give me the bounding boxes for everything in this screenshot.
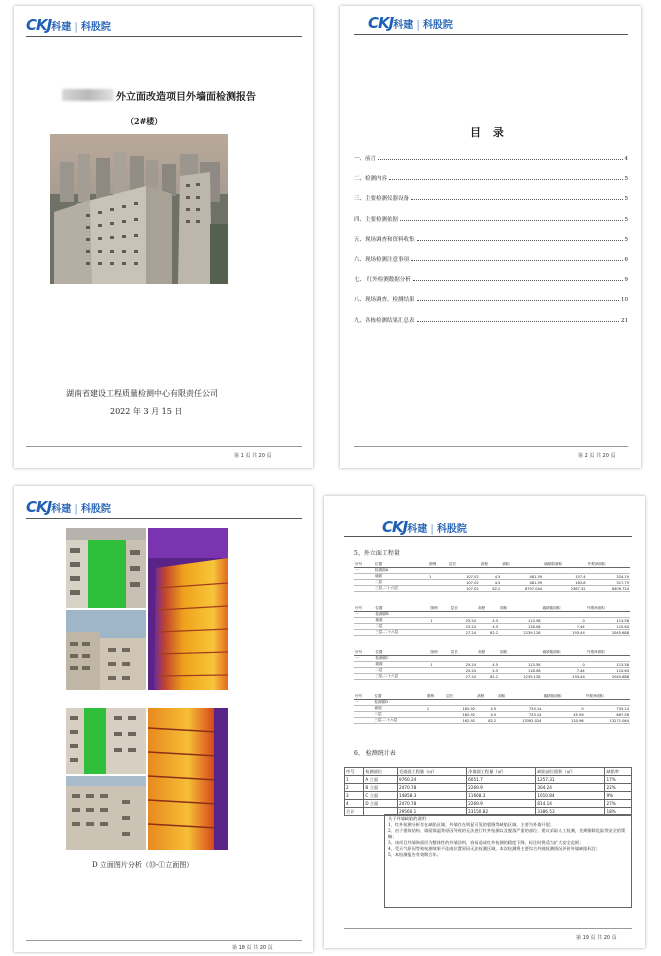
table-cell: 27.24 bbox=[450, 630, 477, 636]
table-header-cell: 墙缺陷面积 bbox=[542, 694, 584, 700]
table-cell: 4.5 bbox=[477, 618, 499, 624]
toc-entry-label: 四、主要检测依据 bbox=[354, 216, 399, 223]
note-line: 1、红外检测分析存在缺陷区域，外墙存在明显可见的裂缝等缺陷区域，主要为外墙开裂； bbox=[388, 822, 554, 827]
table-cell: 检测面D bbox=[373, 700, 426, 706]
section-heading-quantity: 5、外立面工程量 bbox=[354, 550, 400, 557]
table-row bbox=[354, 674, 630, 680]
toc-leader-dots bbox=[417, 300, 619, 301]
table-cell: 157.4 bbox=[543, 574, 586, 580]
toc-entry[interactable] bbox=[354, 152, 628, 162]
toc-leader-dots bbox=[413, 280, 623, 281]
table-cell: 4.5 bbox=[476, 712, 497, 718]
table-cell: 合计 bbox=[345, 808, 364, 816]
table-cell: 0 bbox=[542, 662, 586, 668]
table-cell: 82.2 bbox=[480, 586, 502, 592]
table-cell: 4.5 bbox=[477, 668, 499, 674]
section-heading-statistics: 6、 检测统计表 bbox=[354, 750, 396, 757]
table-row bbox=[345, 784, 632, 792]
table-header-cell: 高程 bbox=[477, 650, 499, 656]
table-cell: 120.96 bbox=[542, 718, 584, 724]
facade-photo-2 bbox=[66, 610, 146, 690]
toc-entry-page: 9 bbox=[624, 277, 628, 284]
statistics-table bbox=[344, 767, 632, 816]
table-header-cell: 层长 bbox=[450, 650, 477, 656]
table-cell: 193.44 bbox=[542, 674, 586, 680]
table-cell: 三层-二十六层 bbox=[373, 718, 426, 724]
logo-mark: CKJ bbox=[368, 14, 394, 32]
table-cell: 三层-二十六层 bbox=[374, 674, 429, 680]
table-cell: 4.5 bbox=[476, 706, 497, 712]
table-cell bbox=[354, 630, 374, 636]
company-logo: CKJ科建 | 科股院 bbox=[382, 518, 467, 536]
table-cell: 687.58 bbox=[585, 712, 630, 718]
table-cell: 162.92 bbox=[445, 712, 476, 718]
logo-brand: 科建 bbox=[407, 524, 428, 535]
toc-entry-page: 5 bbox=[624, 176, 628, 183]
toc-leader-dots bbox=[417, 240, 623, 241]
table-cell: 4.5 bbox=[477, 624, 499, 630]
toc-entry[interactable] bbox=[354, 192, 628, 202]
table-row bbox=[354, 718, 630, 724]
table-cell: 163.8 bbox=[543, 580, 586, 586]
table-cell: 324.19 bbox=[587, 574, 630, 580]
toc-leader-dots bbox=[400, 220, 622, 221]
table-cell: 2470.78 bbox=[397, 800, 466, 808]
table-cell: 1257.31 bbox=[536, 776, 605, 784]
quantity-table bbox=[354, 650, 630, 680]
table-cell: 4.5 bbox=[480, 580, 502, 586]
toc-title: 目 录 bbox=[470, 126, 508, 139]
table-cell: 三层-二十六层 bbox=[374, 586, 428, 592]
toc-leader-dots bbox=[411, 260, 622, 261]
table-cell bbox=[354, 674, 374, 680]
table-cell: 二层 bbox=[374, 580, 428, 586]
table-cell: 118.08 bbox=[499, 624, 541, 630]
table-cell: 162.92 bbox=[445, 706, 476, 712]
table-header-cell: 序号 bbox=[345, 768, 364, 776]
table-cell: 9% bbox=[605, 792, 632, 800]
table-cell: 107.02 bbox=[448, 574, 480, 580]
logo-brand-2: 科股院 bbox=[80, 22, 111, 33]
table-cell: 82.2 bbox=[477, 674, 499, 680]
table-cell: 墙面 bbox=[374, 574, 428, 580]
table-cell: 二层 bbox=[374, 668, 429, 674]
table-header-cell: 外观净面积 bbox=[586, 606, 630, 612]
toc-entry[interactable] bbox=[354, 314, 628, 324]
note-line: 关于外墙缺陷的说明： bbox=[388, 816, 430, 821]
table-cell: 118.08 bbox=[499, 668, 541, 674]
table-header-cell: 位置 bbox=[374, 650, 429, 656]
logo-mark: CKJ bbox=[26, 498, 52, 516]
toc-entry-page: 6 bbox=[624, 257, 628, 263]
logo-brand-2: 科股院 bbox=[422, 20, 453, 31]
table-cell: 107.02 bbox=[448, 580, 480, 586]
page-footer: 第 18 页 共 20 页 bbox=[232, 945, 273, 951]
table-header-cell: 净墙面工程量（㎡） bbox=[467, 768, 536, 776]
table-cell: 814.14 bbox=[536, 800, 605, 808]
logo-mark: CKJ bbox=[382, 518, 408, 536]
table-header-cell: 面积 bbox=[499, 650, 541, 656]
table-header-cell: 毛墙面工程量（㎡） bbox=[397, 768, 466, 776]
table-cell: 8797.044 bbox=[501, 586, 543, 592]
table-cell: 317.79 bbox=[587, 580, 630, 586]
toc-entry[interactable] bbox=[354, 172, 628, 182]
toc-entry-page: 5 bbox=[624, 196, 628, 203]
table-cell bbox=[354, 718, 373, 724]
toc-entry-label: 九、各栋检测结果汇总表 bbox=[354, 317, 415, 324]
table-cell: C 立面 bbox=[364, 792, 398, 800]
report-subtitle: （2#楼） bbox=[126, 116, 163, 126]
table-header-cell: 序号 bbox=[354, 650, 374, 656]
table-header-cell: 高程 bbox=[480, 562, 502, 568]
defect-notes bbox=[384, 814, 632, 908]
table-cell: 733.14 bbox=[497, 712, 542, 718]
table-header-cell: 序号 bbox=[354, 562, 374, 568]
toc-entry[interactable] bbox=[354, 233, 628, 243]
table-header-cell: 外观净面积 bbox=[586, 650, 630, 656]
table-cell: 113.58 bbox=[499, 618, 541, 624]
table-cell: 3386.53 bbox=[536, 808, 605, 816]
page-footer: 第 2 页 共 20 页 bbox=[578, 453, 616, 459]
toc-leader-dots bbox=[417, 321, 619, 322]
table-cell: 27.24 bbox=[450, 674, 477, 680]
table-header-cell: 墙缺陷面积 bbox=[542, 606, 586, 612]
table-cell: 17% bbox=[605, 776, 632, 784]
report-page-toc bbox=[340, 6, 641, 468]
logo-brand: 科建 bbox=[51, 504, 72, 515]
table-cell: 82.2 bbox=[477, 630, 499, 636]
toc-entry-label: 六、现场检测注意事项 bbox=[354, 257, 410, 263]
report-page-cover bbox=[14, 6, 313, 468]
table-cell: 13392.024 bbox=[497, 718, 542, 724]
table-cell: 107.02 bbox=[448, 586, 480, 592]
table-cell: 113.58 bbox=[586, 662, 630, 668]
logo-brand: 科建 bbox=[51, 22, 72, 33]
table-cell: 一 bbox=[354, 612, 374, 618]
table-cell bbox=[429, 674, 449, 680]
toc-leader-dots bbox=[411, 199, 622, 200]
table-cell: 三层-二十六层 bbox=[374, 630, 429, 636]
table-row bbox=[345, 800, 632, 808]
toc-leader-dots bbox=[378, 159, 622, 160]
table-header-cell: 层长 bbox=[445, 694, 476, 700]
table-cell: 481.59 bbox=[501, 580, 543, 586]
table-cell: 1 bbox=[426, 706, 445, 712]
table-cell: 113.58 bbox=[499, 662, 541, 668]
table-cell: 25.24 bbox=[450, 618, 477, 624]
table-cell: 29560.1 bbox=[397, 808, 466, 816]
table-cell: 733.14 bbox=[585, 706, 630, 712]
logo-brand: 科建 bbox=[393, 20, 414, 31]
table-cell: 0 bbox=[542, 706, 584, 712]
company-logo: CKJ科建 | 科股院 bbox=[368, 14, 453, 32]
table-header-cell: 层长 bbox=[448, 562, 480, 568]
table-cell: 23150.82 bbox=[467, 808, 536, 816]
logo-brand-2: 科股院 bbox=[80, 504, 111, 515]
toc-entry-label: 五、现场调查和资料收集 bbox=[354, 236, 415, 243]
report-date: 2022 年 3 月 15 日 bbox=[110, 407, 183, 416]
toc-entry-label: 三、主要检测仪器设备 bbox=[354, 196, 410, 203]
table-cell: 检测面C bbox=[374, 656, 429, 662]
table-row bbox=[354, 586, 630, 592]
table-cell: 82.2 bbox=[476, 718, 497, 724]
table-cell: 45.56 bbox=[542, 712, 584, 718]
toc-entry-page: 5 bbox=[624, 236, 628, 243]
table-cell: 6409.724 bbox=[587, 586, 630, 592]
note-line: 2、由于建筑结构、墙面保温等原因导致的无法进行红外检测以及脱落严重的部位，建议采取人工检测，先期排除危险等安全的策略； bbox=[388, 828, 626, 839]
toc-entry-label: 八、现场调查、检测结果 bbox=[354, 297, 415, 304]
table-cell: 2 bbox=[345, 784, 364, 792]
toc-entry-page: 21 bbox=[621, 317, 628, 324]
report-title: 外立面改造项目外墙面检测报告 bbox=[116, 92, 256, 103]
toc-entry-page: 5 bbox=[624, 216, 628, 223]
table-header-cell: 面积 bbox=[497, 694, 542, 700]
report-page-images bbox=[14, 486, 313, 952]
toc-entry-page: 10 bbox=[621, 297, 628, 304]
table-row bbox=[354, 630, 630, 636]
toc-entry-page: 4 bbox=[624, 156, 628, 162]
toc-entry[interactable] bbox=[354, 273, 628, 283]
table-cell: D 立面 bbox=[364, 800, 398, 808]
table-cell: 110.64 bbox=[586, 668, 630, 674]
table-header-cell: 高程 bbox=[476, 694, 497, 700]
table-cell: 481.59 bbox=[501, 574, 543, 580]
table-cell: 162.92 bbox=[445, 718, 476, 724]
table-cell: 一 bbox=[354, 700, 373, 706]
table-cell: 一 bbox=[354, 656, 374, 662]
toc-entry-label: 一、前言 bbox=[354, 156, 377, 162]
table-cell: 4 bbox=[345, 800, 364, 808]
facade-photo-marked-1 bbox=[66, 528, 146, 608]
table-cell bbox=[429, 630, 449, 636]
report-page-statistics bbox=[324, 496, 645, 948]
table-header-cell: 检测部位 bbox=[364, 768, 398, 776]
table-cell: 25.24 bbox=[450, 624, 477, 630]
table-cell: 墙面 bbox=[374, 662, 429, 668]
toc-entry[interactable] bbox=[354, 253, 628, 263]
table-cell: 7.44 bbox=[542, 668, 586, 674]
table-cell: 1 bbox=[429, 662, 449, 668]
table-cell: 1010.84 bbox=[536, 792, 605, 800]
table-header-cell: 面积 bbox=[501, 562, 543, 568]
table-cell: 墙面 bbox=[373, 706, 426, 712]
table-row bbox=[345, 776, 632, 784]
table-row bbox=[345, 792, 632, 800]
note-line: 4、受天气原因等致检测效果不佳或位置原因无法检测区域，本次检测将主要综合外观检测情况评价外墙缺陷标注； bbox=[388, 846, 601, 851]
table-cell: 2239.128 bbox=[499, 630, 541, 636]
table-cell: 113.58 bbox=[586, 618, 630, 624]
table-cell: 2045.688 bbox=[586, 674, 630, 680]
table-cell: 2470.78 bbox=[397, 784, 466, 792]
table-header-cell: 高程 bbox=[477, 606, 499, 612]
table-cell: 18% bbox=[605, 808, 632, 816]
table-cell: 0 bbox=[542, 618, 586, 624]
infrared-thermal-image-2 bbox=[148, 708, 228, 850]
table-cell: 2269.9 bbox=[467, 800, 536, 808]
table-cell: 墙面 bbox=[374, 618, 429, 624]
table-cell: 检测面B bbox=[374, 612, 429, 618]
table-header-cell: 图例 bbox=[429, 606, 449, 612]
table-header-cell: 墙缺陷面积 bbox=[542, 650, 586, 656]
table-cell: 2239.128 bbox=[499, 674, 541, 680]
note-line: 5、本检测报告有效期合年。 bbox=[388, 852, 441, 857]
table-cell: 检测面A bbox=[374, 568, 428, 574]
table-header-cell: 位置 bbox=[374, 562, 428, 568]
table-cell: 4.5 bbox=[477, 662, 499, 668]
toc-leader-dots bbox=[389, 179, 622, 180]
table-header-cell: 序号 bbox=[354, 606, 374, 612]
facade-photo-marked-2 bbox=[66, 708, 146, 774]
facade-photo-3 bbox=[66, 776, 146, 850]
toc-entry[interactable] bbox=[354, 293, 628, 303]
table-cell: 27% bbox=[605, 800, 632, 808]
toc-entry[interactable] bbox=[354, 213, 628, 223]
infrared-thermal-image-1 bbox=[148, 528, 228, 690]
table-cell: 4.5 bbox=[480, 574, 502, 580]
company-name: 湖南省建设工程质量检测中心有限责任公司 bbox=[66, 389, 218, 398]
toc-entry-label: 二、检测内容 bbox=[354, 176, 388, 183]
table-cell: 二层 bbox=[373, 712, 426, 718]
table-cell: 11668.3 bbox=[467, 792, 536, 800]
table-header-cell: 位置 bbox=[374, 606, 429, 612]
toc-entry-label: 七、 红外检测数据分析 bbox=[354, 277, 411, 284]
company-logo: CKJ科建 | 科股院 bbox=[26, 16, 111, 34]
table-cell: 1 bbox=[429, 618, 449, 624]
table-cell: 733.14 bbox=[497, 706, 542, 712]
note-line: 3、该项目外墙饰面层为整体性的外墙涂料，容易造成红外检测的精度下降，标注时将适当扩大安全范围； bbox=[388, 840, 584, 845]
table-cell: 22% bbox=[605, 784, 632, 792]
table-cell: 304.24 bbox=[536, 784, 605, 792]
table-cell: B 立面 bbox=[364, 784, 398, 792]
table-cell: 9760.24 bbox=[397, 776, 466, 784]
table-cell: A 立面 bbox=[364, 776, 398, 784]
table-cell: 2269.9 bbox=[467, 784, 536, 792]
building-photo bbox=[50, 134, 228, 284]
table-header-cell: 位置 bbox=[373, 694, 426, 700]
table-header-cell: 外观净面积 bbox=[585, 694, 630, 700]
table-cell bbox=[426, 718, 445, 724]
table-cell: 1 bbox=[428, 574, 448, 580]
logo-mark: CKJ bbox=[26, 16, 52, 34]
table-header-cell: 缺陷率 bbox=[605, 768, 632, 776]
table-cell: 7.44 bbox=[542, 624, 586, 630]
figure-caption: D 立面图片分析（㉝-①立面图） bbox=[92, 861, 194, 869]
logo-brand-2: 科股院 bbox=[436, 524, 467, 535]
page-footer: 第 19 页 共 20 页 bbox=[576, 935, 617, 941]
table-cell: 一 bbox=[354, 568, 374, 574]
company-logo: CKJ科建 | 科股院 bbox=[26, 498, 111, 516]
table-cell: 1 bbox=[345, 776, 364, 784]
table-cell: 二层 bbox=[374, 624, 429, 630]
table-header-cell: 缺陷部位面积（㎡） bbox=[536, 768, 605, 776]
table-cell: 110.64 bbox=[586, 624, 630, 630]
table-cell: 2387.32 bbox=[543, 586, 586, 592]
table-cell: 14858.3 bbox=[397, 792, 466, 800]
table-cell: 3 bbox=[345, 792, 364, 800]
page-footer: 第 1 页 共 20 页 bbox=[234, 453, 272, 459]
table-header-cell: 序号 bbox=[354, 694, 373, 700]
table-cell: 6051.7 bbox=[467, 776, 536, 784]
quantity-table bbox=[354, 694, 630, 724]
table-header-cell: 墙缺陷面积 bbox=[543, 562, 586, 568]
table-header-cell: 层长 bbox=[450, 606, 477, 612]
table-header-cell: 面积 bbox=[499, 606, 541, 612]
quantity-table bbox=[354, 562, 630, 592]
table-cell: 25.24 bbox=[450, 668, 477, 674]
table-cell: 193.44 bbox=[542, 630, 586, 636]
table-header-cell: 图例 bbox=[429, 650, 449, 656]
table-header-cell: 外观净面积 bbox=[587, 562, 630, 568]
table-header-cell: 图例 bbox=[426, 694, 445, 700]
table-cell bbox=[354, 586, 374, 592]
table-cell: 2045.688 bbox=[586, 630, 630, 636]
table-cell: 25.24 bbox=[450, 662, 477, 668]
table-cell: 13271.064 bbox=[585, 718, 630, 724]
table-header-cell: 图例 bbox=[428, 562, 448, 568]
table-cell bbox=[428, 586, 448, 592]
quantity-table bbox=[354, 606, 630, 636]
